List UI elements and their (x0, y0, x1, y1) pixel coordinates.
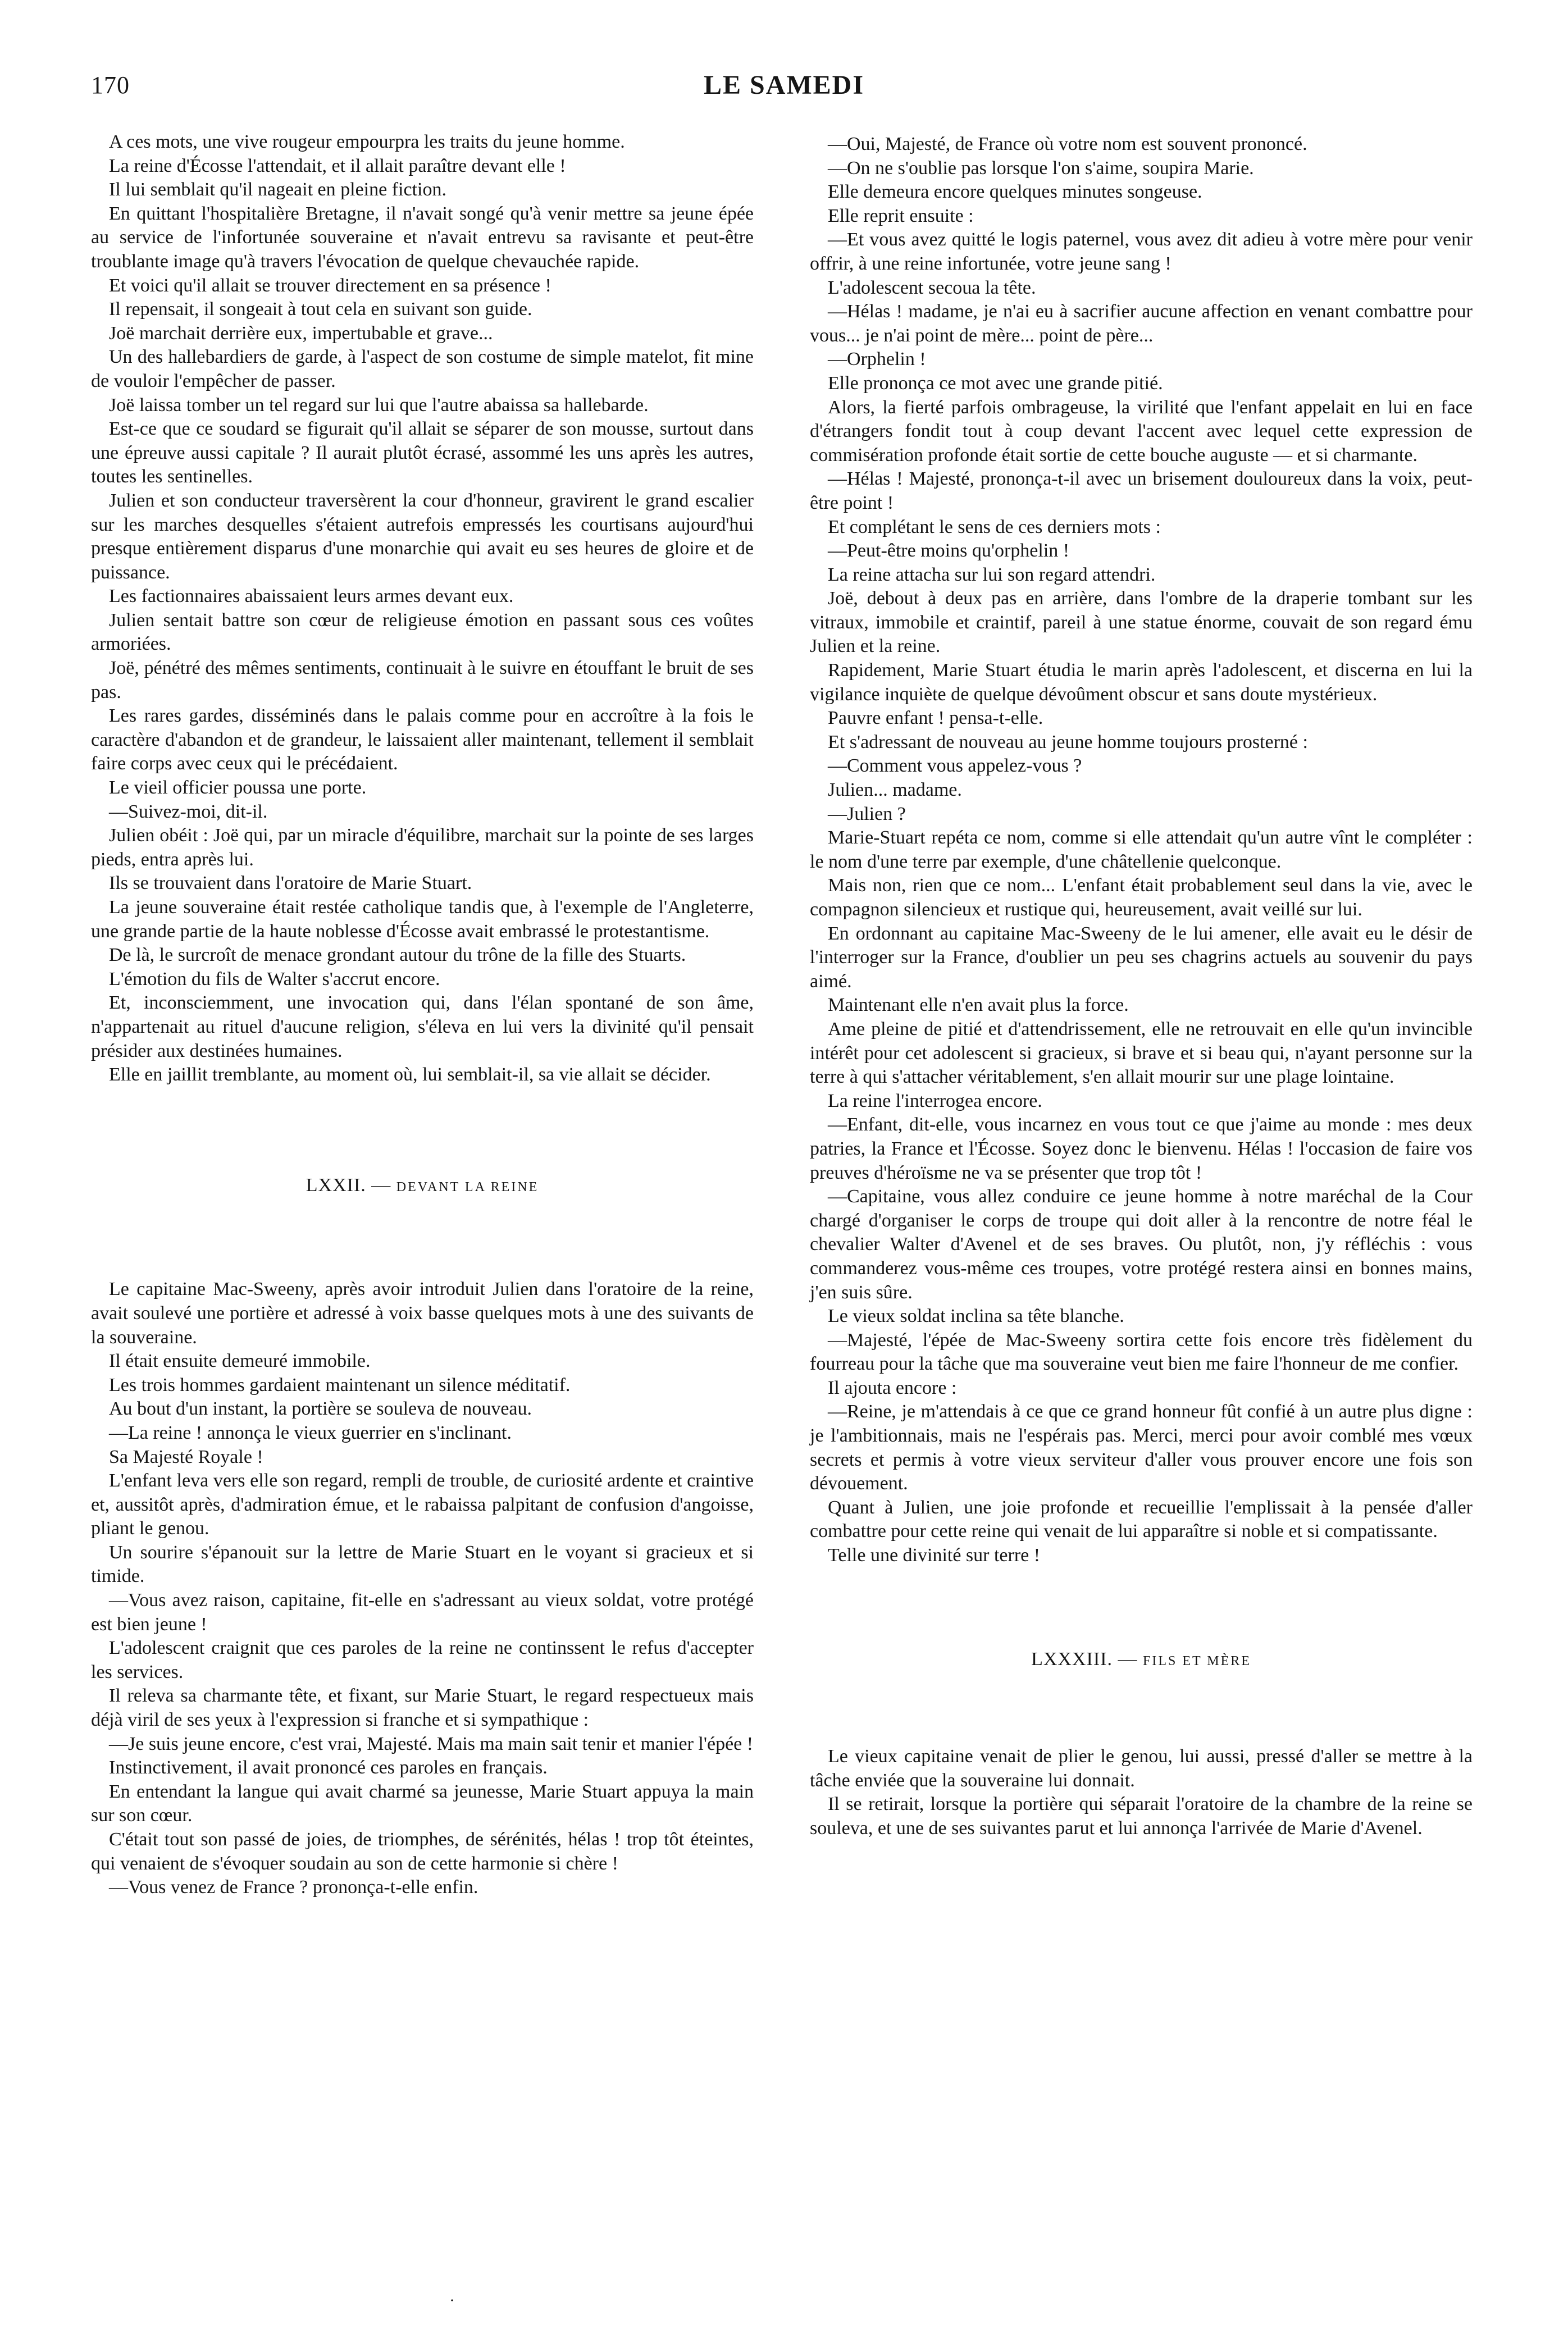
paragraph: —Capitaine, vous allez conduire ce jeune homme à notre maréchal de la Cour chargé d'organiser le corps de troupe qui doit aller à la rencontre de notre féal le chevalier Walter d'Avenel et de ses braves. Ou plutôt, non, j'y réfléchis : vous commanderez vous-même ces troupes, votre protégé restera ainsi en bonnes mains, j'en suis sûre. (810, 1186, 1473, 1303)
paragraph: Un sourire s'épanouit sur la lettre de Marie Stuart en le voyant si gracieux et si timide. (91, 1542, 754, 1587)
printer-mark: · (449, 2291, 455, 2310)
left-paragraphs-b (91, 1278, 754, 1899)
paragraph: Julien sentait battre son cœur de religieuse émotion en passant sous ces voûtes armoriées. (91, 609, 754, 655)
paragraph: Alors, la fierté parfois ombrageuse, la virilité que l'enfant appelait en lui en face d'étrangers fondit tout à coup devant l'accent avec lequel cette expression de commisération profonde était sortie de cette bouche auguste — et si charmante. (810, 396, 1473, 466)
paragraph: Et voici qu'il allait se trouver directement en sa présence ! (109, 275, 551, 296)
left-paragraphs-a (91, 130, 754, 1087)
paragraph: L'adolescent secoua la tête. (828, 277, 1036, 298)
right-column (810, 133, 1473, 1841)
section-heading-lxxiii (810, 1648, 1473, 1673)
paragraph: Et, inconsciemment, une invocation qui, dans l'élan spontané de son âme, n'appartenait au rituel d'aucune religion, s'éleva en lui vers la divinité qu'il pensait présider aux destinées humaines. (91, 992, 754, 1061)
paragraph: —On ne s'oublie pas lorsque l'on s'aime, soupira Marie. (828, 157, 1254, 179)
paragraph: —Julien ? (828, 803, 906, 824)
paragraph: —Comment vous appelez-vous ? (828, 755, 1082, 777)
paragraph: Au bout d'un instant, la portière se souleva de nouveau. (109, 1398, 532, 1420)
paragraph: En entendant la langue qui avait charmé sa jeunesse, Marie Stuart appuya la main sur son cœur. (91, 1781, 754, 1826)
paragraph: Joë, debout à deux pas en arrière, dans l'ombre de la draperie tombant sur les vitraux, immobile et craintif, pareil à une statue énorme, couvait de son regard ému Julien et la reine. (810, 588, 1473, 657)
paragraph: Il se retirait, lorsque la portière qui séparait l'oratoire de la chambre de la reine se souleva, et une de ses suivantes parut et lui annonça l'arrivée de Marie d'Avenel. (810, 1794, 1473, 1839)
paragraph: En ordonnant au capitaine Mac-Sweeny de le lui amener, elle avait eu le désir de l'interroger sur la France, d'oublier un peu ses chagrins actuels au souvenir du pays aimé. (810, 923, 1473, 992)
paragraph: L'enfant leva vers elle son regard, rempli de trouble, de curiosité ardente et craintive et, aussitôt après, d'admiration émue, et le rabaissa palpitant de confusion d'angoisse, pliant le genou. (91, 1470, 754, 1539)
paragraph: Rapidement, Marie Stuart étudia le marin après l'adolescent, et discerna en lui la vigilance inquiète de quelque dévoûment obscur et sans doute mystérieux. (810, 660, 1473, 705)
right-paragraphs-b (810, 1745, 1473, 1840)
paragraph: —Reine, je m'attendais à ce que ce grand honneur fût confié à un autre plus digne : je l'ambitionnais, mais ne l'espérais pas. Merci, merci pour avoir comblé mes vœux secrets et permis à votre vieux serviteur d'aller vous prouver encore une fois son dévouement. (810, 1401, 1473, 1494)
paragraph: Les rares gardes, disséminés dans le palais comme pour en accroître à la fois le caractère d'abandon et de grandeur, le laissaient aller maintenant, tellement il semblait faire corps avec ceux qui le précédaient. (91, 705, 754, 774)
paragraph: —Vous venez de France ? prononça-t-elle enfin. (109, 1877, 478, 1898)
paragraph: Telle une divinité sur terre ! (828, 1545, 1041, 1566)
paragraph: Pauvre enfant ! pensa-t-elle. (828, 708, 1043, 729)
paragraph: Il était ensuite demeuré immobile. (109, 1351, 371, 1372)
paragraph: —Oui, Majesté, de France où votre nom est souvent prononcé. (828, 134, 1307, 154)
paragraph: L'émotion du fils de Walter s'accrut encore. (109, 968, 440, 989)
paragraph: Instinctivement, il avait prononcé ces paroles en français. (109, 1757, 548, 1778)
paragraph: Mais non, rien que ce nom... L'enfant était probablement seul dans la vie, avec le compagnon silencieux et rustique qui, heureusement, avait veillé sur lui. (810, 875, 1473, 920)
paragraph: L'adolescent craignit que ces paroles de la reine ne continssent le refus d'accepter les services. (91, 1638, 754, 1682)
paragraph: —Enfant, dit-elle, vous incarnez en vous tout ce que j'aime au monde : mes deux patries, la France et l'Écosse. Soyez donc le bienvenu. Hélas ! l'occasion de faire vos preuves d'héroïsme ne va se présenter que trop tôt ! (810, 1114, 1473, 1183)
section-title: DEVANT LA REINE (396, 1179, 539, 1194)
paragraph: Joë marchait derrière eux, impertubable et grave... (109, 322, 493, 344)
paragraph: Quant à Julien, une joie profonde et recueillie l'emplissait à la pensée d'aller combattre pour cette reine qui venait de lui apparaître si noble et si compatissante. (810, 1497, 1473, 1542)
paragraph: Julien et son conducteur traversèrent la cour d'honneur, gravirent le grand escalier sur les marches desquelles s'étaient autrefois empressés les courtisans aujourd'hui presque entièrement disparus d'une monarchie qui avait eu ses heures de gloire et de puissance. (91, 490, 754, 583)
paragraph: Sa Majesté Royale ! (109, 1446, 263, 1467)
paragraph: Joë laissa tomber un tel regard sur lui que l'autre abaissa sa hallebarde. (109, 394, 649, 416)
paragraph: Il releva sa charmante tête, et fixant, sur Marie Stuart, le regard respectueux mais déjà viril de ses yeux à l'expression si franche et si sympathique : (91, 1685, 754, 1731)
paragraph: Le capitaine Mac-Sweeny, après avoir introduit Julien dans l'oratoire de la reine, avait soulevé une portière et adressé à voix basse quelques mots à une des suivants de la souveraine. (91, 1279, 754, 1348)
paragraph: De là, le surcroît de menace grondant autour du trône de la fille des Stuarts. (109, 945, 686, 966)
paragraph: Le vieux soldat inclina sa tête blanche. (828, 1306, 1124, 1327)
left-column (91, 130, 754, 1900)
paragraph: Ils se trouvaient dans l'oratoire de Marie Stuart. (109, 873, 472, 894)
paragraph: Un des hallebardiers de garde, à l'aspect de son costume de simple matelot, fit mine de vouloir l'empêcher de passer. (91, 346, 754, 391)
section-title: FILS ET MÈRE (1143, 1653, 1251, 1668)
paragraph: —Suivez-moi, dit-il. (109, 801, 268, 822)
paragraph: Est-ce que ce soudard se figurait qu'il allait se séparer de son mousse, surtout dans une épreuve aussi capitale ? Il aurait plutôt écrasé, assommé les uns après les autres, toutes les sentinelles. (91, 418, 754, 487)
paragraph: Elle reprit ensuite : (828, 205, 974, 226)
paragraph: La jeune souveraine était restée catholique tandis que, à l'exemple de l'Angleterre, une grande partie de la haute noblesse d'Écosse avait embrassé le protestantisme. (91, 897, 754, 942)
section-number: LXXXIII. — (1031, 1648, 1138, 1670)
paragraph: A ces mots, une vive rougeur empourpra les traits du jeune homme. (109, 131, 625, 152)
paragraph: —Majesté, l'épée de Mac-Sweeny sortira cette fois encore très fidèlement du fourreau pour la tâche que ma souveraine veut bien me faire l'honneur de me confier. (810, 1329, 1473, 1375)
paragraph: Les trois hommes gardaient maintenant un silence méditatif. (109, 1374, 571, 1396)
paragraph: —Je suis jeune encore, c'est vrai, Majesté. Mais ma main sait tenir et manier l'épée ! (109, 1733, 754, 1754)
paragraph: —Et vous avez quitté le logis paternel, vous avez dit adieu à votre mère pour venir offrir, à une reine infortunée, votre jeune sang ! (810, 229, 1473, 274)
paragraph: —Hélas ! Majesté, prononça-t-il avec un brisement douloureux dans la voix, peut-être point ! (810, 468, 1473, 513)
paragraph: Elle demeura encore quelques minutes songeuse. (828, 181, 1202, 203)
paragraph: —Hélas ! madame, je n'ai eu à sacrifier aucune affection en venant combattre pour vous... je n'ai point de mère... point de père... (810, 301, 1473, 346)
paragraph: —Vous avez raison, capitaine, fit-elle en s'adressant au vieux soldat, votre protégé est bien jeune ! (91, 1590, 754, 1635)
page-number: 170 (91, 71, 130, 99)
paragraph: Joë, pénétré des mêmes sentiments, continuait à le suivre en étouffant le bruit de ses pas. (91, 658, 754, 703)
paragraph: La reine d'Écosse l'attendait, et il allait paraître devant elle ! (109, 155, 566, 176)
paragraph: Les factionnaires abaissaient leurs armes devant eux. (109, 586, 514, 607)
paragraph: —Orphelin ! (828, 349, 926, 370)
paragraph: Marie-Stuart repéta ce nom, comme si elle attendait qu'un autre vînt le compléter : le nom d'une terre par exemple, d'une châtellenie quelconque. (810, 827, 1473, 872)
paragraph: Le vieil officier poussa une porte. (109, 777, 367, 799)
paragraph: Elle en jaillit tremblante, au moment où, lui semblait-il, sa vie allait se décider. (109, 1064, 711, 1086)
paragraph: Elle prononça ce mot avec une grande pitié. (828, 372, 1163, 394)
paragraph: Julien... madame. (828, 779, 962, 801)
paragraph: Ame pleine de pitié et d'attendrissement, elle ne retrouvait en elle qu'un invincible intérêt pour cet adolescent si gracieux, si brave et si beau qui, n'ayant personne sur la terre à qui s'attacher véritablement, s'en allait mourir sur une plage lointaine. (810, 1018, 1473, 1088)
section-number: LXXII. — (306, 1174, 391, 1196)
paragraph: Et complétant le sens de ces derniers mots : (828, 516, 1161, 537)
right-paragraphs-a (810, 133, 1473, 1568)
paragraph: —La reine ! annonça le vieux guerrier en s'inclinant. (109, 1422, 512, 1443)
paragraph: Il lui semblait qu'il nageait en pleine fiction. (109, 179, 446, 200)
paragraph: Il ajouta encore : (828, 1377, 957, 1398)
paragraph: Maintenant elle n'en avait plus la force. (828, 995, 1129, 1016)
paragraph: Il repensait, il songeait à tout cela en suivant son guide. (109, 299, 532, 320)
paragraph: Julien obéit : Joë qui, par un miracle d'équilibre, marchait sur la pointe de ses larges pieds, entra après lui. (91, 825, 754, 870)
paragraph: La reine attacha sur lui son regard attendri. (828, 564, 1156, 585)
paragraph: La reine l'interrogea encore. (828, 1090, 1042, 1111)
paragraph: —Peut-être moins qu'orphelin ! (828, 540, 1070, 562)
paragraph: C'était tout son passé de joies, de triomphes, de sérénités, hélas ! trop tôt éteintes, qui venaient de s'évoquer soudain au son de cette harmonie si chère ! (91, 1829, 754, 1874)
running-header: LE SAMEDI (703, 70, 865, 100)
paragraph: En quittant l'hospitalière Bretagne, il n'avait songé qu'à venir mettre sa jeune épée au service de l'infortunée souveraine et n'avait entrevu sa ravisante et peut-être troublante image qu'à travers l'évocation de quelque chevauchée rapide. (91, 203, 754, 272)
section-heading-lxxii (91, 1174, 754, 1200)
paragraph: Et s'adressant de nouveau au jeune homme toujours prosterné : (828, 731, 1308, 753)
paragraph: Le vieux capitaine venait de plier le genou, lui aussi, pressé d'aller se mettre à la tâche enviée que la souveraine lui donnait. (810, 1746, 1473, 1791)
